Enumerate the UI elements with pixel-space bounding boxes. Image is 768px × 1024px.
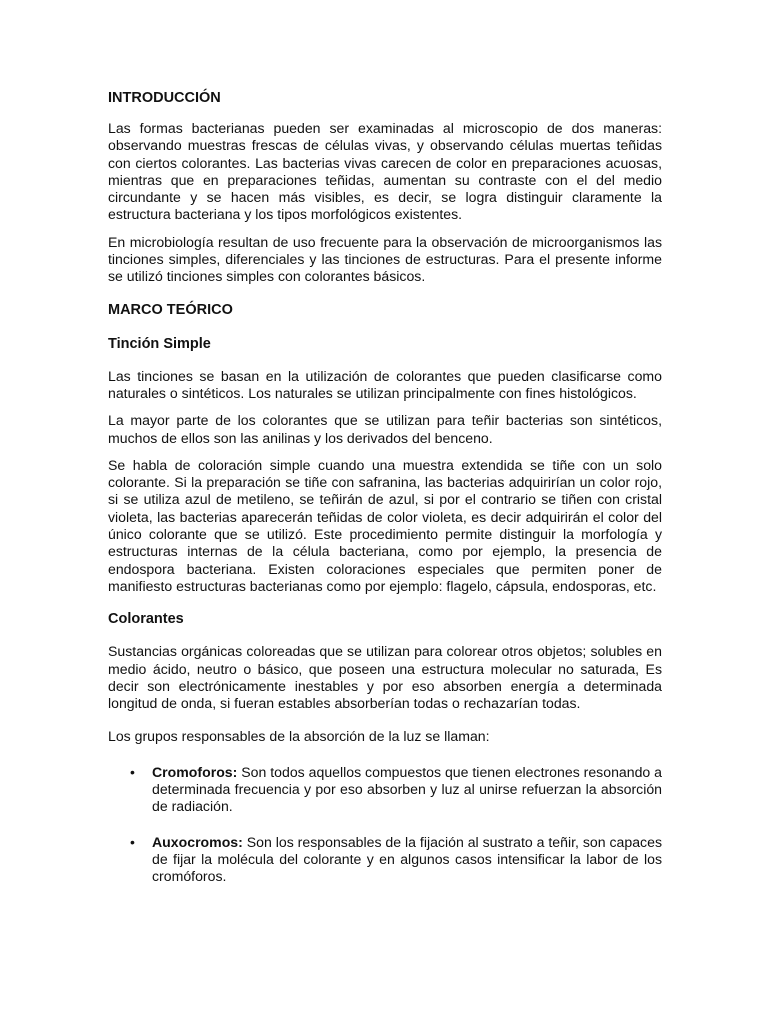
tincion-paragraph-1: Las tinciones se basan en la utilización de colorantes que pueden clasificarse como naturales o sintéticos. Los naturales se utilizan principalmente con fines histológicos.	[108, 367, 662, 401]
definition-auxocromos: Son los responsables de la fijación al sustrato a teñir, son capaces de fijar la molécula del colorante y en algunos casos intensificar la labor de los cromóforos.	[152, 833, 662, 885]
term-cromoforos: Cromoforos:	[152, 763, 238, 780]
bullet-icon: •	[130, 833, 135, 850]
intro-heading: INTRODUCCIÓN	[108, 90, 221, 106]
absorption-groups-list	[108, 764, 662, 886]
colorantes-paragraph-2: Los grupos responsables de la absorción de la luz se llaman:	[108, 728, 490, 745]
tincion-paragraph-3: Se habla de coloración simple cuando una muestra extendida se tiñe con un solo colorante. Si la preparación se tiñe con safranina, las bacterias adquirirían un color rojo, si se utiliza azul de metileno, se teñirán de azul, si por el contrario se tiñen con cristal violeta, las bacterias aparecerán teñidas de color violeta, es decir adquirirán el color del único colorante que se utilizó. Este procedimiento permite distinguir la morfología y estructuras internas de la célula bacteriana, como por ejemplo, la presencia de endospora bacteriana. Existen coloraciones especiales que permiten poner de manifiesto estructuras bacterianas como por ejemplo: flagelo, cápsula, endosporas, etc.	[108, 456, 662, 594]
bullet-icon: •	[130, 763, 135, 780]
intro-paragraph-2: En microbiología resultan de uso frecuente para la observación de microorganismos las tinciones simples, diferenciales y las tinciones de estructuras. Para el presente informe se utilizó tinciones simples con colorantes básicos.	[108, 233, 662, 285]
term-auxocromos: Auxocromos:	[152, 833, 243, 850]
intro-paragraph-1: Las formas bacterianas pueden ser examinadas al microscopio de dos maneras: observando muestras frescas de células vivas, y observando células muertas teñidas con ciertos colorantes. Las bacterias vivas carecen de color en preparaciones acuosas, mientras que en preparaciones teñidas, aumentan su contraste con el del medio circundante y se hacen más visibles, es decir, se logra distinguir claramente la estructura bacteriana y los tipos morfológicos existentes.	[108, 120, 662, 223]
tincion-simple-heading: Tinción Simple	[108, 335, 211, 352]
tincion-paragraph-2: La mayor parte de los colorantes que se utilizan para teñir bacterias son sintéticos, muchos de ellos son las anilinas y los derivados del benceno.	[108, 412, 662, 446]
list-item-cromoforos	[108, 764, 662, 816]
marco-teorico-heading: MARCO TEÓRICO	[108, 301, 233, 318]
colorantes-heading: Colorantes	[108, 611, 184, 628]
definition-cromoforos: Son todos aquellos compuestos que tienen electrones resonando a determinada frecuencia y por eso absorben y luz al unirse refuerzan la absorción de radiación.	[152, 763, 663, 815]
colorantes-paragraph-1: Sustancias orgánicas coloreadas que se utilizan para colorear otros objetos; solubles en medio ácido, neutro o básico, que poseen una estructura molecular no saturada, Es decir son electrónicamente inestables y por eso absorben energía a determinada longitud de onda, si fueran estables absorberían todas o rechazarían todas.	[108, 643, 662, 712]
document-page	[108, 90, 662, 904]
list-item-auxocromos	[108, 834, 662, 886]
